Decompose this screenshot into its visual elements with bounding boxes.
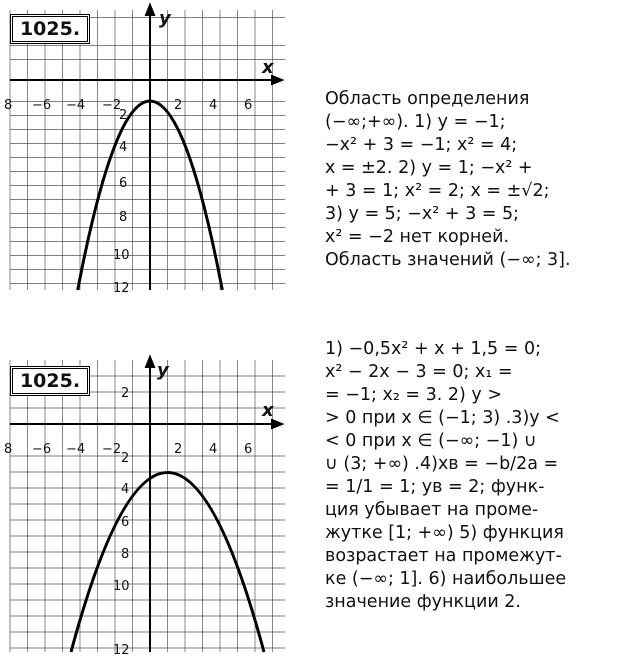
solution-line: (−∞;+∞). 1) y = −1;	[325, 112, 506, 132]
y-tick: 2	[119, 108, 128, 123]
solution-line: = 1/1 = 1; yв = 2; функ-	[325, 477, 545, 497]
solution-line: −x² + 3 = −1; x² = 4;	[325, 135, 518, 155]
x-tick: −6	[32, 442, 52, 457]
grid	[10, 10, 285, 290]
x-tick: −2	[102, 442, 122, 457]
x-tick: 6	[244, 98, 253, 113]
x-tick: 8	[4, 98, 13, 113]
graph-1	[0, 0, 310, 300]
y-tick: 8	[119, 210, 128, 225]
x-axis-label: x	[262, 400, 274, 421]
solution-line: ке (−∞; 1]. 6) наибольшее	[325, 569, 567, 589]
solution-line: = −1; x₂ = 3. 2) y >	[325, 385, 503, 405]
x-tick: −2	[102, 98, 122, 113]
y-tick: 6	[121, 515, 130, 530]
solution-line: + 3 = 1; x² = 2; x = ±√2;	[325, 181, 550, 201]
x-tick: 4	[209, 442, 218, 457]
solution-line: 3) y = 5; −x² + 3 = 5;	[325, 204, 520, 224]
solution-line: > 0 при x ∈ (−1; 3) .3)y <	[325, 408, 560, 428]
solution-line: x² = −2 нет корней.	[325, 227, 510, 247]
x-tick: 2	[174, 98, 183, 113]
y-tick: 12	[113, 281, 130, 296]
solution-line: ∪ (3; +∞) .4)xв = −b/2a =	[325, 454, 559, 474]
solution-text	[325, 88, 615, 272]
solution-line: 1) −0,5x² + x + 1,5 = 0;	[325, 339, 541, 359]
y-tick: 12	[113, 643, 130, 658]
solution-text	[325, 338, 615, 614]
solution-line: значение функции 2.	[325, 592, 521, 612]
axes	[10, 5, 282, 290]
y-tick: 2	[121, 451, 130, 466]
y-tick: 10	[113, 579, 130, 594]
x-tick: 8	[4, 442, 13, 457]
x-tick: −4	[66, 442, 86, 457]
x-axis-label: x	[262, 57, 274, 78]
solution-line: < 0 при x ∈ (−∞; −1) ∪	[325, 431, 537, 451]
problem-1	[0, 0, 621, 300]
solution-line: возрастает на промежут-	[325, 546, 562, 566]
y-tick: 8	[121, 547, 130, 562]
y-tick: 6	[119, 176, 128, 191]
y-axis-label: y	[159, 8, 171, 29]
x-tick: −4	[66, 98, 86, 113]
y-tick: 10	[113, 248, 130, 263]
y-tick: 4	[119, 140, 128, 155]
y-tick: 2	[121, 386, 130, 401]
y-tick: 4	[121, 482, 130, 497]
solution-line: x² − 2x − 3 = 0; x₁ =	[325, 362, 513, 382]
problem-number-badge: 1025.	[10, 14, 90, 44]
solution-line: ция убывает на проме-	[325, 500, 539, 520]
solution-line: Область определения	[325, 89, 530, 109]
problem-2	[0, 330, 621, 658]
grid	[10, 360, 285, 652]
solution-line: Область значений (−∞; 3].	[325, 250, 571, 270]
x-tick: 6	[244, 442, 253, 457]
x-tick: 4	[209, 98, 218, 113]
x-tick: 2	[174, 442, 183, 457]
x-tick: −6	[32, 98, 52, 113]
axes	[10, 357, 282, 652]
solution-line: x = ±2. 2) y = 1; −x² +	[325, 158, 533, 178]
solution-line: жутке [1; +∞) 5) функция	[325, 523, 564, 543]
y-axis-label: y	[157, 360, 169, 381]
problem-number-badge: 1025.	[10, 366, 90, 396]
